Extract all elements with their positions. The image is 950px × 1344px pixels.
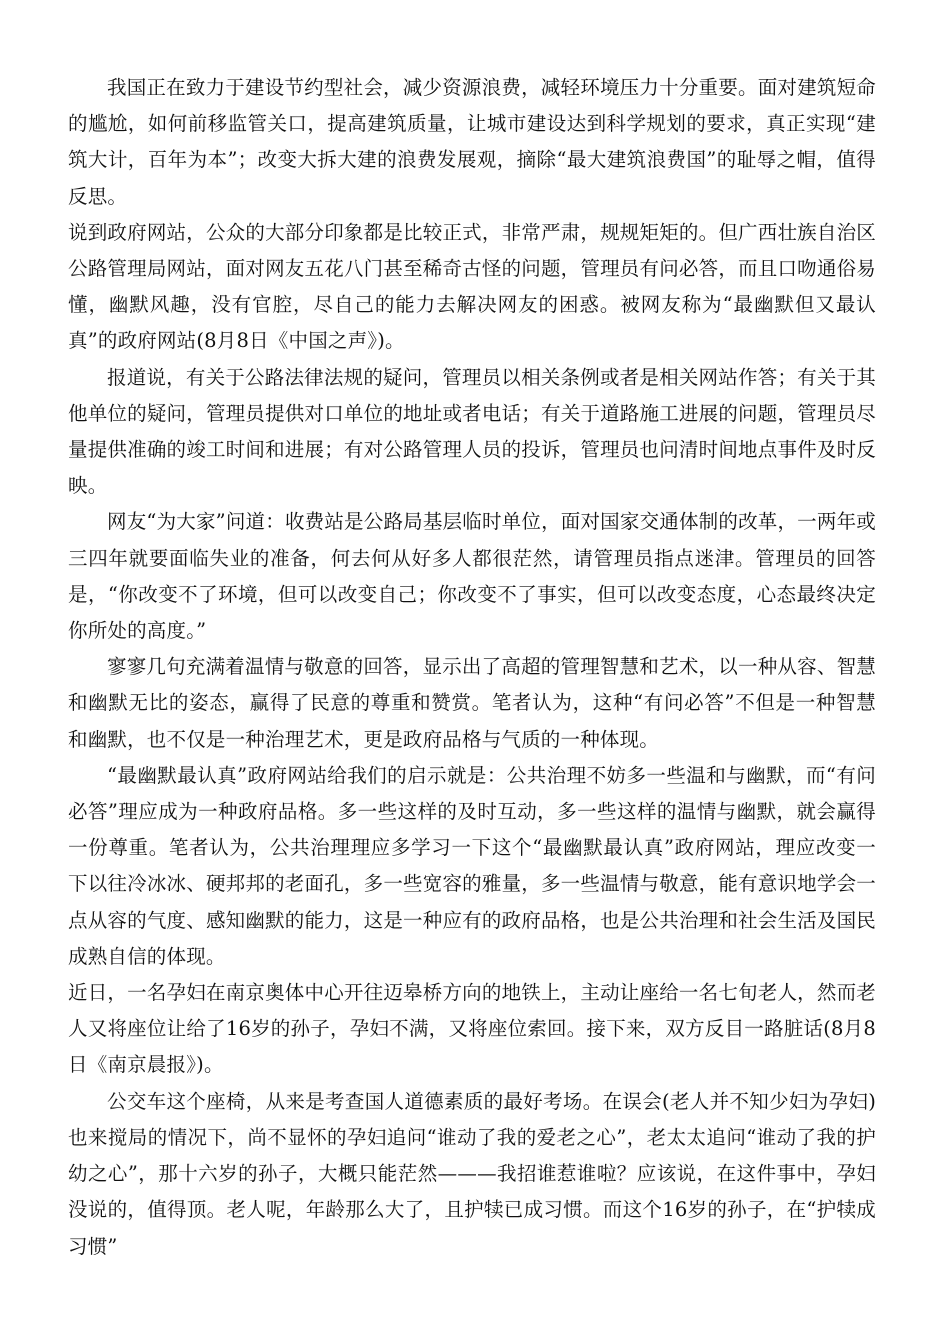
paragraph-building-waste: 我国正在致力于建设节约型社会，减少资源浪费，减轻环境压力十分重要。面对建筑短命的尴尬，如何前移监管关口，提高建筑质量，让城市建设达到科学规划的要求，真正实现“建筑大计，百年为本”；改变大拆大建的浪费发展观，摘除“最大建筑浪费国”的耻辱之帽，值得反思。 xyxy=(68,76,876,208)
paragraph-gov-website-intro: 说到政府网站，公众的大部分印象都是比较正式，非常严肃，规规矩矩的。但广西壮族自治区公路管理局网站，面对网友五花八门甚至稀奇古怪的问题，管理员有问必答，而且口吻通俗易懂，幽默风趣，没有官腔，尽自己的能力去解决网友的困惑。被网友称为“最幽默但又最认真”的政府网站(8月8日《中国之声》)。 xyxy=(68,220,876,353)
paragraph-netizen-question: 网友“为大家”问道：收费站是公路局基层临时单位，面对国家交通体制的改革，一两年或三四年就要面临失业的准备，何去何从好多人都很茫然，请管理员指点迷津。管理员的回答是，“你改变不了环境，但可以改变自己；你改变不了事实，但可以改变态度，心态最终决定你所处的高度。” xyxy=(68,510,876,643)
paragraph-bus-seat-morality: 公交车这个座椅，从来是考查国人道德素质的最好考场。在误会(老人并不知少妇为孕妇)也来搅局的情况下，尚不显怀的孕妇追问“谁动了我的爱老之心”，老太太追问“谁动了我的护幼之心”，那十六岁的孙子，大概只能茫然———我招谁惹谁啦？应该说，在这件事中，孕妇没说的，值得顶。老人呢，年龄那么大了，且护犊已成习惯。而这个16岁的孙子，在“护犊成习惯” xyxy=(68,1089,876,1258)
document-page xyxy=(68,70,876,1265)
paragraph-report-answers: 报道说，有关于公路法律法规的疑问，管理员以相关条例或者是相关网站作答；有关于其他单位的疑问，管理员提供对口单位的地址或者电话；有关于道路施工进展的问题，管理员尽量提供准确的竣工时间和进展；有对公路管理人员的投诉，管理员也问清时间地点事件及时反映。 xyxy=(68,365,876,498)
paragraph-warm-reply: 寥寥几句充满着温情与敬意的回答，显示出了高超的管理智慧和艺术，以一种从容、智慧和幽默无比的姿态，赢得了民意的尊重和赞赏。笔者认为，这种“有问必答”不但是一种智慧和幽默，也不仅是一种治理艺术，更是政府品格与气质的一种体现。 xyxy=(68,655,876,751)
paragraph-subway-seat: 近日，一名孕妇在南京奥体中心开往迈皋桥方向的地铁上，主动让座给一名七旬老人，然而老人又将座位让给了16岁的孙子，孕妇不满，又将座位索回。接下来，双方反目一路脏话(8月8日《南京晨报》)。 xyxy=(68,981,876,1077)
paragraph-website-lesson: “最幽默最认真”政府网站给我们的启示就是：公共治理不妨多一些温和与幽默，而“有问必答”理应成为一种政府品格。多一些这样的及时互动，多一些这样的温情与幽默，就会赢得一份尊重。笔者认为，公共治理理应多学习一下这个“最幽默最认真”政府网站，理应改变一下以往冷冰冰、硬邦邦的老面孔，多一些宽容的雅量，多一些温情与敬意，能有意识地学会一点从容的气度、感知幽默的能力，这是一种应有的政府品格，也是公共治理和社会生活及国民成熟自信的体现。 xyxy=(68,763,876,968)
